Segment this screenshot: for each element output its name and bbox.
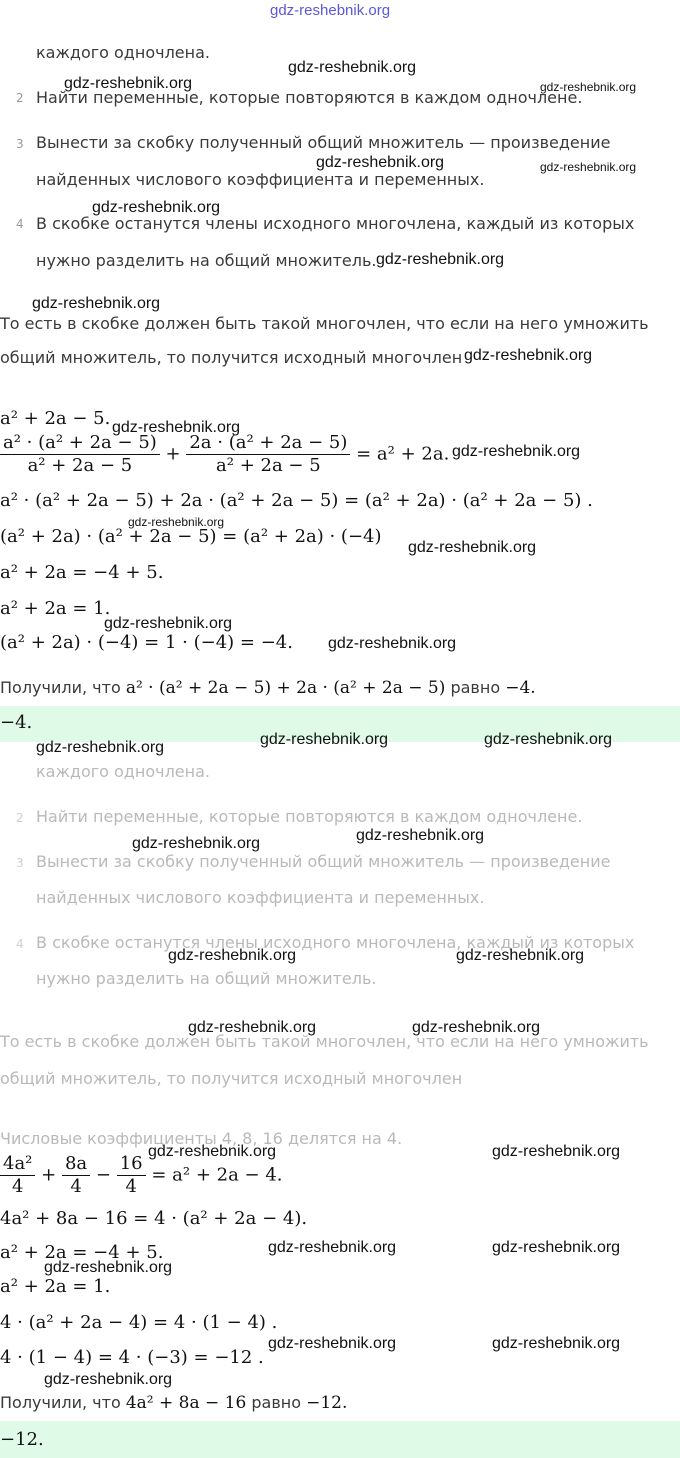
explanation-text: То есть в скобке должен быть такой многочлен, что если на него умножить xyxy=(0,1032,649,1051)
denominator: a² + 2a − 5 xyxy=(27,455,133,476)
watermark: gdz-reshebnik.org xyxy=(36,739,165,756)
watermark: gdz-reshebnik.org xyxy=(268,1335,397,1352)
watermark: gdz-reshebnik.org xyxy=(456,947,585,964)
result-prefix: Получили, что xyxy=(0,678,121,697)
watermark: gdz-reshebnik.org xyxy=(492,1335,621,1352)
watermark: gdz-reshebnik.org xyxy=(92,199,221,216)
step-number: 2 xyxy=(16,811,24,825)
fraction xyxy=(0,1153,35,1198)
explanation-text: общий множитель, то получится исходный многочлен xyxy=(0,348,463,367)
watermark: gdz-reshebnik.org xyxy=(112,419,241,436)
step-number: 4 xyxy=(16,937,24,951)
math-line: a² + 2a = −4 + 5. xyxy=(0,1242,164,1263)
step-text: В скобке останутся члены исходного многочлена, каждый из которых xyxy=(36,933,635,952)
result-value: −4. xyxy=(505,678,536,698)
answer-band xyxy=(0,1421,680,1458)
denominator: 4 xyxy=(125,1176,137,1197)
fraction xyxy=(117,1153,146,1198)
watermark: gdz-reshebnik.org xyxy=(492,1143,621,1160)
watermark: gdz-reshebnik.org xyxy=(492,1239,621,1256)
watermark: gdz-reshebnik.org xyxy=(32,295,161,312)
result-value: −12. xyxy=(306,1393,348,1413)
watermark: gdz-reshebnik.org xyxy=(64,75,193,92)
step-text: нужно разделить на общий множитель. xyxy=(36,251,377,270)
math-line: a² · (a² + 2a − 5) + 2a · (a² + 2a − 5) = (a² + 2a) · (a² + 2a − 5) . xyxy=(0,490,593,511)
watermark: gdz-reshebnik.org xyxy=(540,80,637,94)
numerator: 2a · (a² + 2a − 5) xyxy=(186,432,350,455)
watermark: gdz-reshebnik.org xyxy=(44,1371,173,1388)
math-line: 4 · (1 − 4) = 4 · (−3) = −12 . xyxy=(0,1347,264,1368)
step-number: 3 xyxy=(16,856,24,870)
watermark: gdz-reshebnik.org xyxy=(128,515,225,529)
equation-rhs: = a² + 2a. xyxy=(356,443,450,465)
watermark: gdz-reshebnik.org xyxy=(168,947,297,964)
step-number: 2 xyxy=(16,91,24,105)
fraction xyxy=(0,432,160,477)
watermark: gdz-reshebnik.org xyxy=(356,827,485,844)
operator: + xyxy=(41,1164,57,1186)
watermark: gdz-reshebnik.org xyxy=(188,1019,317,1036)
math-line: a² + 2a = 1. xyxy=(0,598,111,619)
step-text: Найти переменные, которые повторяются в каждом одночлене. xyxy=(36,807,583,826)
equation-rhs: = a² + 2a − 4. xyxy=(151,1164,283,1186)
watermark: gdz-reshebnik.org xyxy=(452,443,581,460)
math-line: (a² + 2a) · (a² + 2a − 5) = (a² + 2a) · (−4) xyxy=(0,526,382,547)
math-line: a² + 2a = 1. xyxy=(0,1276,111,1297)
denominator: a² + 2a − 5 xyxy=(216,455,321,476)
numerator: 4a² xyxy=(0,1153,35,1176)
denominator: 4 xyxy=(70,1176,82,1197)
watermark: gdz-reshebnik.org xyxy=(408,539,537,556)
result-prefix: Получили, что xyxy=(0,1393,121,1412)
math-line: (a² + 2a) · (−4) = 1 · (−4) = −4. xyxy=(0,632,293,653)
math-line: 4a² + 8a − 16 = 4 · (a² + 2a − 4). xyxy=(0,1208,308,1229)
numerator: a² · (a² + 2a − 5) xyxy=(0,432,160,455)
math-fraction-line xyxy=(0,432,449,477)
step-text: Найти переменные, которые повторяются в каждом одночлене. xyxy=(36,88,583,107)
operator: − xyxy=(95,1164,111,1186)
math-line: a² + 2a − 5. xyxy=(0,408,111,429)
fraction xyxy=(186,432,350,477)
watermark: gdz-reshebnik.org xyxy=(376,251,505,268)
watermark: gdz-reshebnik.org xyxy=(148,1143,277,1160)
watermark: gdz-reshebnik.org xyxy=(484,731,613,748)
watermark: gdz-reshebnik.org xyxy=(540,160,637,174)
watermark: gdz-reshebnik.org xyxy=(132,835,261,852)
operator: + xyxy=(165,443,181,465)
answer: −12. xyxy=(0,1429,44,1450)
step-number: 4 xyxy=(16,217,24,231)
step-1-tail: каждого одночлена. xyxy=(36,762,210,781)
math-line: 4 · (a² + 2a − 4) = 4 · (1 − 4) . xyxy=(0,1312,278,1333)
result-mid: равно xyxy=(450,678,501,697)
result-line xyxy=(0,678,536,698)
watermark: gdz-reshebnik.org xyxy=(328,635,457,652)
watermark: gdz-reshebnik.org xyxy=(316,154,445,171)
step-text: В скобке останутся члены исходного многочлена, каждый из которых xyxy=(36,214,635,233)
denominator: 4 xyxy=(11,1176,24,1197)
step-text: нужно разделить на общий множитель. xyxy=(36,969,377,988)
result-line xyxy=(0,1393,347,1413)
fraction xyxy=(62,1153,90,1198)
answer: −4. xyxy=(0,712,33,733)
watermark-top: gdz-reshebnik.org xyxy=(270,2,391,19)
watermark: gdz-reshebnik.org xyxy=(260,731,389,748)
step-text: Вынести за скобку полученный общий множитель — произведение xyxy=(36,852,611,871)
numerator: 16 xyxy=(117,1153,146,1176)
explanation-text: То есть в скобке должен быть такой многочлен, что если на него умножить xyxy=(0,314,649,333)
step-text: Вынести за скобку полученный общий множитель — произведение xyxy=(36,133,611,152)
explanation-text: общий множитель, то получится исходный многочлен xyxy=(0,1069,463,1088)
numerator: 8a xyxy=(62,1153,90,1176)
result-expression: a² · (a² + 2a − 5) + 2a · (a² + 2a − 5) xyxy=(125,678,446,698)
coefficient-line: Числовые коэффициенты 4, 8, 16 делятся на 4. xyxy=(0,1129,403,1148)
watermark: gdz-reshebnik.org xyxy=(104,615,233,632)
result-mid: равно xyxy=(251,1393,302,1412)
step-1-tail: каждого одночлена. xyxy=(36,43,210,62)
watermark: gdz-reshebnik.org xyxy=(464,347,593,364)
watermark: gdz-reshebnik.org xyxy=(412,1019,541,1036)
watermark: gdz-reshebnik.org xyxy=(288,59,417,76)
step-text: найденных числового коэффициента и переменных. xyxy=(36,888,485,907)
result-expression: 4a² + 8a − 16 xyxy=(125,1393,247,1413)
watermark: gdz-reshebnik.org xyxy=(268,1239,397,1256)
watermark: gdz-reshebnik.org xyxy=(44,1259,173,1276)
math-line: a² + 2a = −4 + 5. xyxy=(0,562,164,583)
step-text: найденных числового коэффициента и переменных. xyxy=(36,170,485,189)
step-number: 3 xyxy=(16,137,24,151)
